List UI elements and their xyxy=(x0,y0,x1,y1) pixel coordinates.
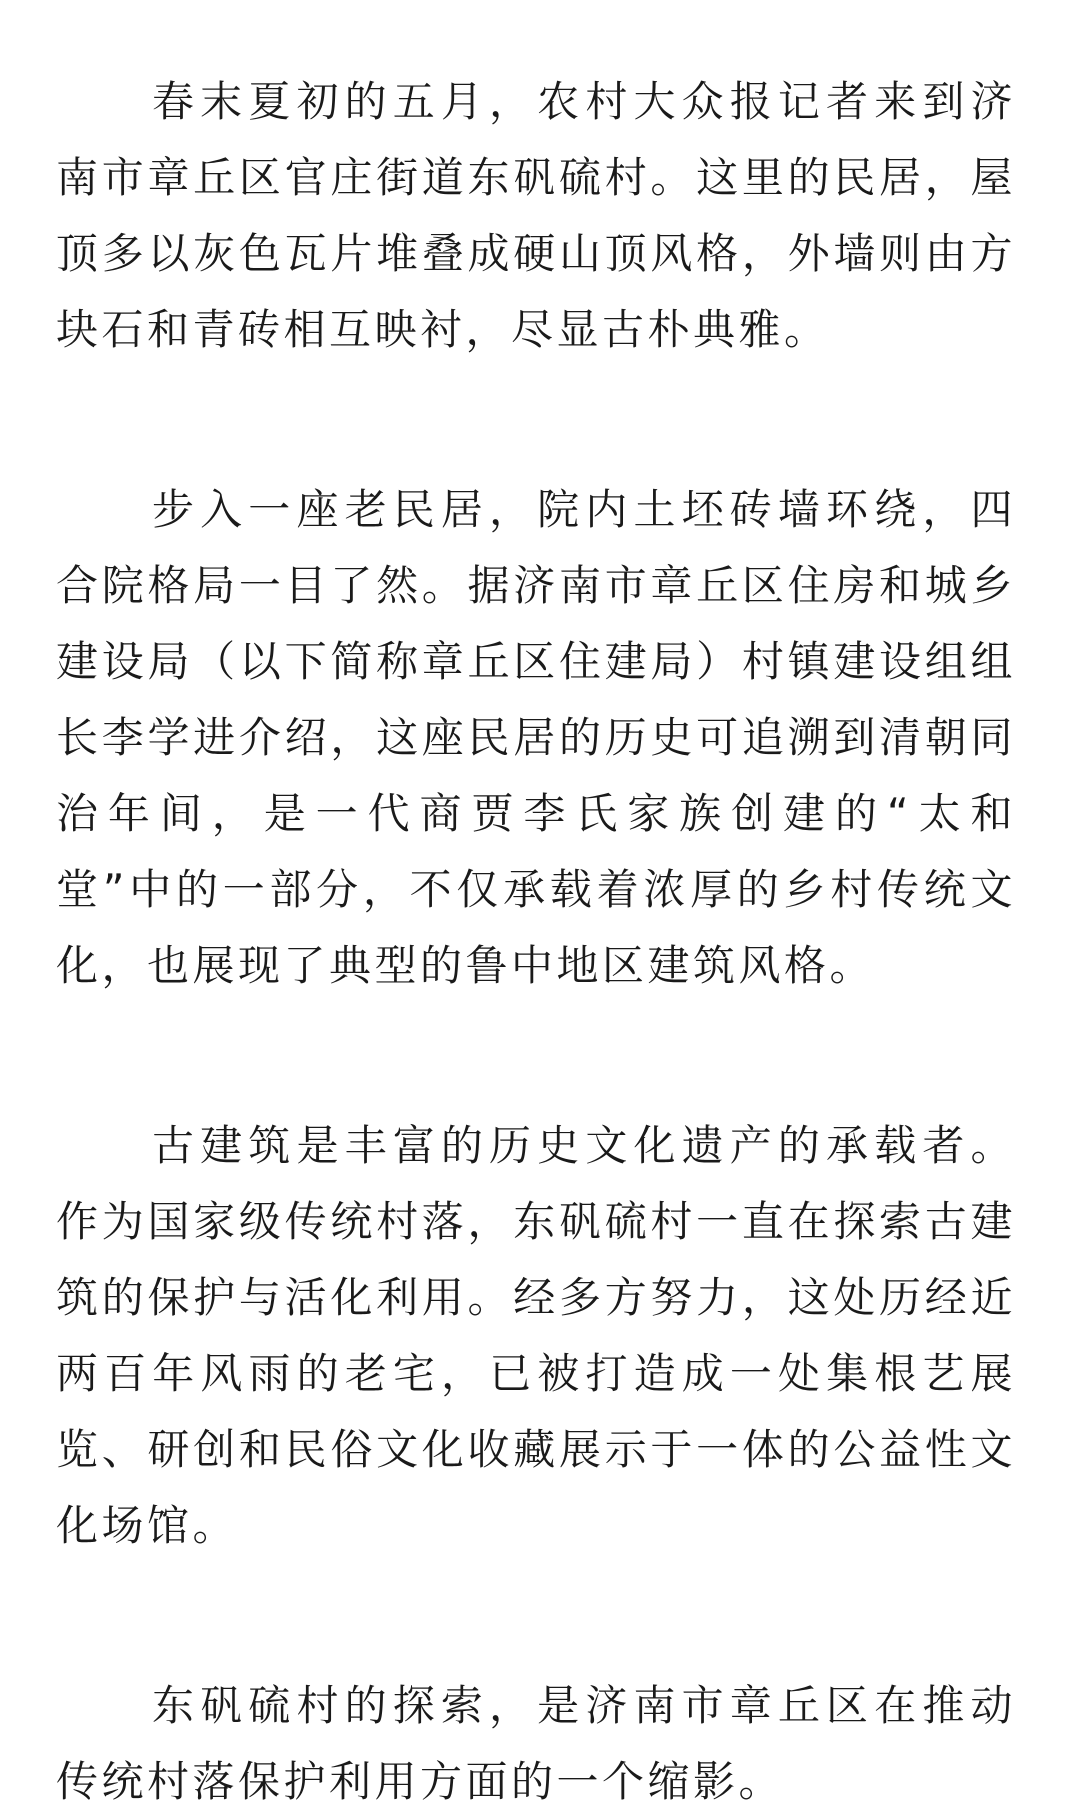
article-paragraph: 古建筑是丰富的历史文化遗产的承载者。作为国家级传统村落，东矾硫村一直在探索古建筑的保护与活化利用。经多方努力，这处历经近两百年风雨的老宅，已被打造成一处集根艺展览、研创和民俗文化收藏展示于一体的公益性文化场馆。 xyxy=(56,1121,1016,1550)
article-paragraph: 东矾硫村的探索，是济南市章丘区在推动传统村落保护利用方面的一个缩影。 xyxy=(56,1681,1016,1806)
article-body xyxy=(56,64,1016,1820)
article-paragraph: 春末夏初的五月，农村大众报记者来到济南市章丘区官庄街道东矾硫村。这里的民居，屋顶多以灰色瓦片堆叠成硬山顶风格，外墙则由方块石和青砖相互映衬，尽显古朴典雅。 xyxy=(56,77,1016,354)
article-paragraph: 步入一座老民居，院内土坯砖墙环绕，四合院格局一目了然。据济南市章丘区住房和城乡建设局（以下简称章丘区住建局）村镇建设组组长李学进介绍，这座民居的历史可追溯到清朝同治年间，是一代商贾李氏家族创建的“太和堂”中的一部分，不仅承载着浓厚的乡村传统文化，也展现了典型的鲁中地区建筑风格。 xyxy=(56,485,1016,990)
